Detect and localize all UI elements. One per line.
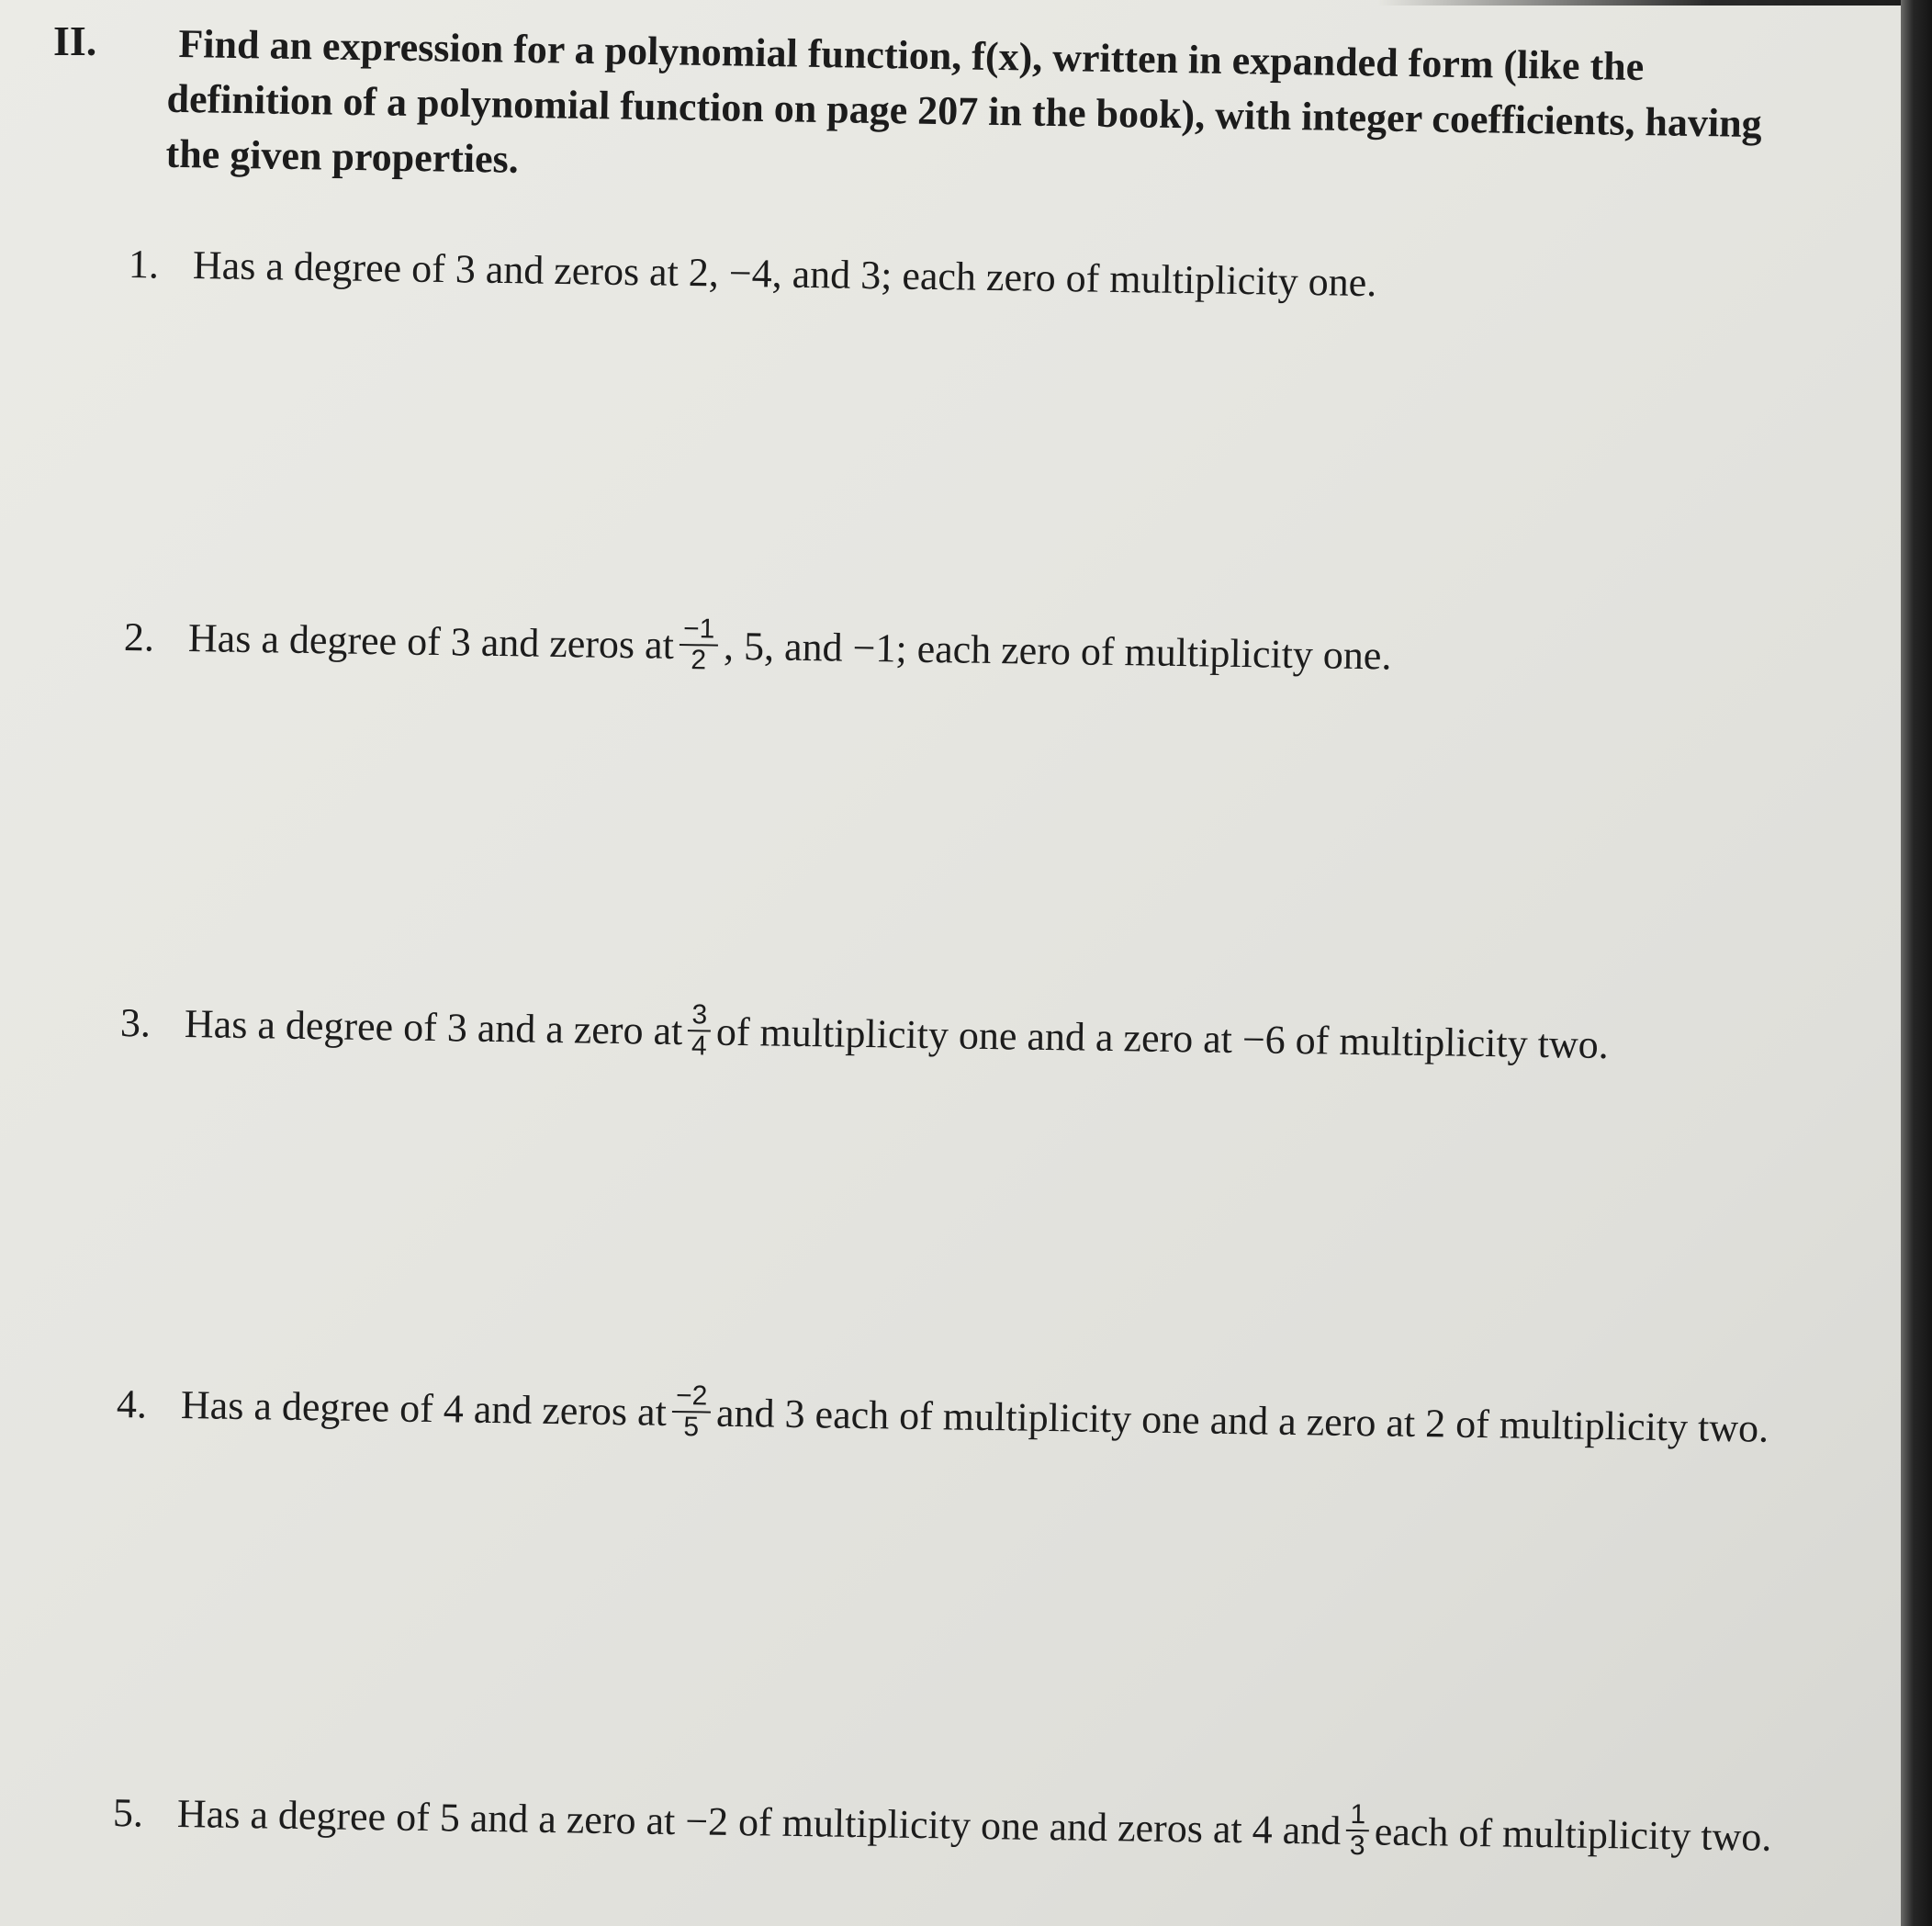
problem-number: 4. <box>116 1380 148 1426</box>
instructions-line-1: Find an expression for a polynomial function, f(x), written in expanded form (like the <box>178 20 1645 90</box>
instructions-line-3: the given properties. <box>165 130 520 182</box>
page-top-shadow <box>1377 0 1932 6</box>
problem-text-before: Has a degree of 3 and zeros at <box>187 614 675 668</box>
section-number: II. <box>53 17 97 64</box>
section-instructions <box>165 17 1832 208</box>
problem-text-after: each of multiplicity two. <box>1374 1808 1772 1860</box>
fraction <box>688 1000 712 1061</box>
problem-text: Has a degree of 3 and zeros at 2, −4, and 3; each zero of multiplicity one. <box>192 242 1377 306</box>
fraction-denominator: 5 <box>683 1412 700 1443</box>
fraction-numerator: −2 <box>672 1381 712 1414</box>
problem-text-after: of multiplicity one and a zero at −6 of multiplicity two. <box>715 1008 1610 1067</box>
problem-3 <box>120 992 1610 1075</box>
fraction-denominator: 4 <box>691 1031 707 1062</box>
fraction-denominator: 2 <box>691 645 707 676</box>
problem-4 <box>117 1373 1769 1459</box>
fraction <box>679 614 718 676</box>
fraction-numerator: 3 <box>688 1000 711 1031</box>
problem-number: 1. <box>128 242 160 287</box>
problem-text-before: Has a degree of 4 and zeros at <box>180 1381 668 1435</box>
instructions-line-2: definition of a polynomial function on page 207 in the book), with integer coefficients, having <box>166 75 1763 147</box>
fraction-numerator: −1 <box>680 614 719 647</box>
problem-5 <box>113 1782 1772 1867</box>
problem-number: 3. <box>119 999 152 1045</box>
fraction-numerator: 1 <box>1346 1800 1369 1831</box>
problem-2 <box>124 606 1392 685</box>
fraction-denominator: 3 <box>1349 1830 1365 1862</box>
problem-text-before: Has a degree of 5 and a zero at −2 of multiplicity one and zeros at 4 and <box>176 1790 1342 1853</box>
page-right-shadow <box>1901 0 1932 1926</box>
fraction <box>1346 1800 1370 1861</box>
fraction <box>671 1381 711 1443</box>
problem-text-after: and 3 each of multiplicity one and a zero at 2 of multiplicity two. <box>715 1390 1769 1451</box>
problem-number: 5. <box>112 1789 144 1835</box>
problem-number: 2. <box>123 614 155 659</box>
problem-text-before: Has a degree of 3 and a zero at <box>184 1000 683 1053</box>
problem-text-after: , 5, and −1; each zero of multiplicity one. <box>723 623 1392 678</box>
problem-1 <box>129 241 1377 306</box>
